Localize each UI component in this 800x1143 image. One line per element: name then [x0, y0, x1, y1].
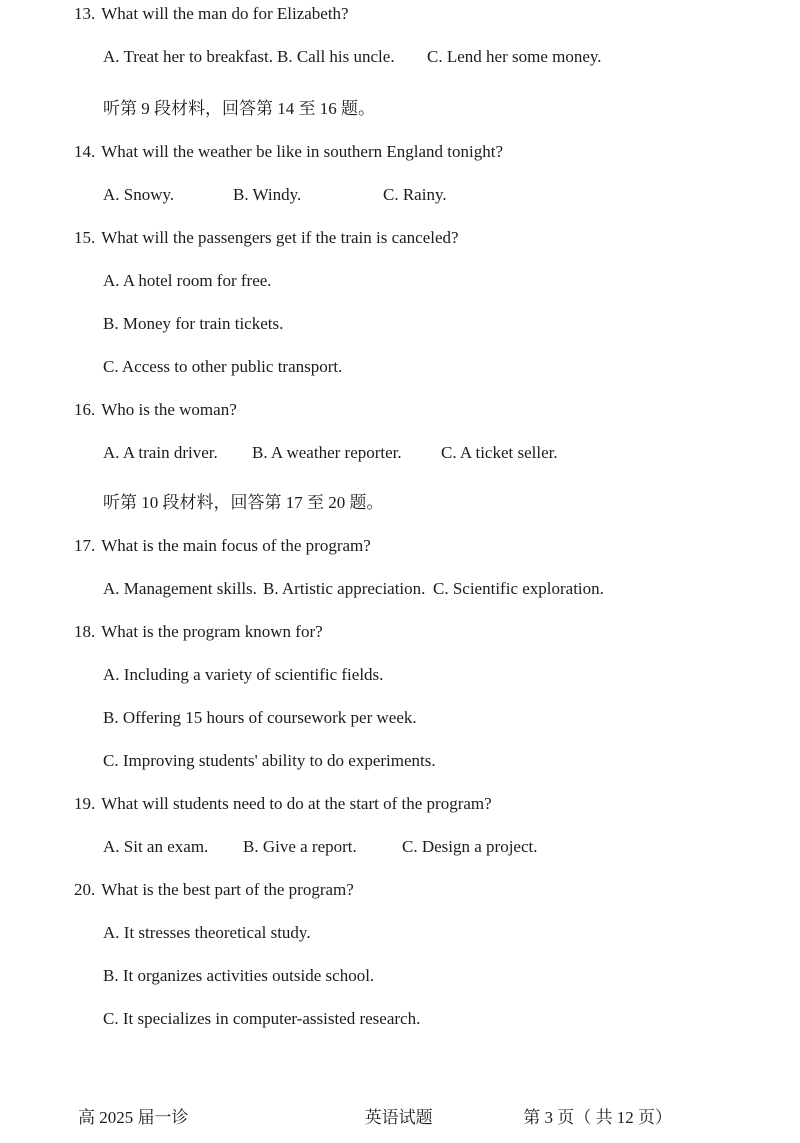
question-18	[74, 622, 800, 641]
question-14-option-b: B. Windy.	[233, 185, 302, 204]
question-17	[74, 536, 800, 555]
question-16-option-a: A. A train driver.	[103, 443, 218, 462]
question-17-option-c: C. Scientific exploration.	[433, 579, 604, 598]
question-17-option-a: A. Management skills.	[103, 579, 257, 598]
question-19	[74, 794, 800, 813]
question-17-number: 17.	[74, 536, 96, 555]
question-13-option-b: B. Call his uncle.	[277, 47, 395, 66]
question-15-option-c: C. Access to other public transport.	[103, 357, 343, 376]
question-13-number: 13.	[74, 4, 96, 23]
question-15-option-b: B. Money for train tickets.	[103, 314, 284, 333]
question-13-options	[103, 47, 800, 66]
question-15-text: What will the passengers get if the train is canceled?	[101, 228, 459, 247]
page-footer	[0, 1108, 800, 1128]
question-16-option-b: B. A weather reporter.	[252, 443, 402, 462]
question-13-option-c: C. Lend her some money.	[427, 47, 602, 66]
question-14-options	[103, 185, 800, 204]
footer-page-number: 第 3 页（ 共 12 页）	[523, 1108, 672, 1127]
question-18-option-c: C. Improving students' ability to do experiments.	[103, 751, 436, 770]
question-19-option-c: C. Design a project.	[402, 837, 538, 856]
question-14	[74, 142, 800, 161]
question-14-option-c: C. Rainy.	[383, 185, 447, 204]
question-13-text: What will the man do for Elizabeth?	[101, 4, 349, 23]
question-17-options	[103, 579, 800, 598]
question-19-options	[103, 837, 800, 856]
question-16	[74, 400, 800, 419]
question-16-number: 16.	[74, 400, 96, 419]
question-19-text: What will students need to do at the start of the program?	[101, 794, 492, 813]
question-13-option-a: A. Treat her to breakfast.	[103, 47, 273, 66]
question-14-number: 14.	[74, 142, 96, 161]
question-19-option-a: A. Sit an exam.	[103, 837, 209, 856]
question-20-number: 20.	[74, 880, 96, 899]
question-20-text: What is the best part of the program?	[101, 880, 354, 899]
question-18-option-a: A. Including a variety of scientific fields.	[103, 665, 384, 684]
footer-exam-name: 高 2025 届一诊	[78, 1108, 189, 1127]
question-18-text: What is the program known for?	[101, 622, 323, 641]
question-17-option-b: B. Artistic appreciation.	[263, 579, 426, 598]
question-15	[74, 228, 800, 247]
question-20-option-c: C. It specializes in computer-assisted research.	[103, 1009, 421, 1028]
question-20-option-b: B. It organizes activities outside school.	[103, 966, 375, 985]
question-15-option-a: A. A hotel room for free.	[103, 271, 272, 290]
question-14-text: What will the weather be like in southern England tonight?	[101, 142, 503, 161]
question-14-option-a: A. Snowy.	[103, 185, 175, 204]
question-20	[74, 880, 800, 899]
footer-subject-title: 英语试题	[364, 1108, 433, 1127]
question-19-number: 19.	[74, 794, 96, 813]
section-note-material-10: 听第 10 段材料，回答第 17 至 20 题。	[103, 493, 384, 512]
question-18-option-b: B. Offering 15 hours of coursework per week.	[103, 708, 417, 727]
question-16-option-c: C. A ticket seller.	[441, 443, 558, 462]
question-17-text: What is the main focus of the program?	[101, 536, 371, 555]
question-16-text: Who is the woman?	[101, 400, 237, 419]
question-13	[74, 4, 800, 23]
question-15-number: 15.	[74, 228, 96, 247]
question-18-number: 18.	[74, 622, 96, 641]
section-note-material-9: 听第 9 段材料，回答第 14 至 16 题。	[103, 99, 375, 118]
question-20-option-a: A. It stresses theoretical study.	[103, 923, 311, 942]
question-19-option-b: B. Give a report.	[243, 837, 357, 856]
question-16-options	[103, 443, 800, 462]
